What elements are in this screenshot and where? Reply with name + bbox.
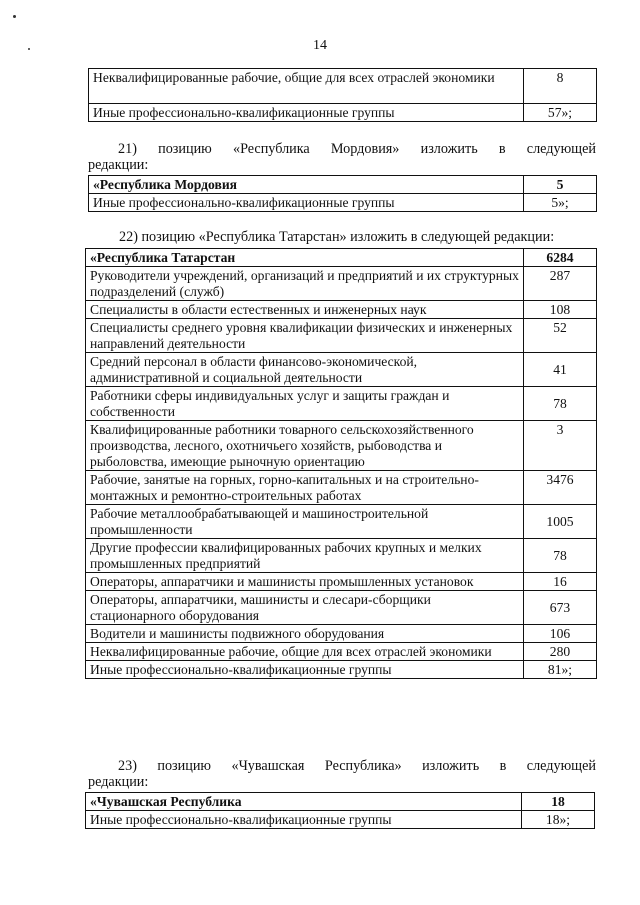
row-value: 3476	[524, 471, 597, 505]
row-value: 287	[524, 267, 597, 301]
row-label: Операторы, аппаратчики, машинисты и слесари-сборщики стационарного оборудования	[86, 591, 524, 625]
row-value: 78	[524, 539, 597, 573]
row-label: Другие профессии квалифицированных рабочих крупных и мелких промышленных предприятий	[86, 539, 524, 573]
table-row	[89, 69, 597, 104]
row-value: 41	[524, 353, 597, 387]
row-label: Неквалифицированные рабочие, общие для всех отраслей экономики	[89, 69, 524, 104]
table-top-continuation	[88, 68, 597, 122]
row-value: 5»;	[524, 194, 597, 212]
row-value: 81»;	[524, 661, 597, 679]
row-label: Операторы, аппаратчики и машинисты промышленных установок	[86, 573, 524, 591]
row-label: Иные профессионально-квалификационные группы	[86, 661, 524, 679]
row-value: 52	[524, 319, 597, 353]
table-row	[89, 194, 597, 212]
row-label: Квалифицированные работники товарного сельскохозяйственного производства, лесного, охотничьего хозяйств, рыбоводства и рыболовства, имеющие рыночную ориентацию	[86, 421, 524, 471]
row-value: 108	[524, 301, 597, 319]
item-22-line: 22) позицию «Республика Татарстан» изложить в следующей редакции:	[119, 229, 555, 245]
row-label: Иные профессионально-квалификационные группы	[89, 104, 524, 122]
row-label: Рабочие, занятые на горных, горно-капитальных и на строительно-монтажных и ремонтно-строительных работах	[86, 471, 524, 505]
row-label: Руководители учреждений, организаций и предприятий и их структурных подразделений (служб)	[86, 267, 524, 301]
row-value: 3	[524, 421, 597, 471]
table-row	[86, 301, 597, 319]
table-row	[86, 625, 597, 643]
region-name: «Республика Мордовия	[89, 176, 524, 194]
region-total: 6284	[524, 249, 597, 267]
row-label: Иные профессионально-квалификационные группы	[86, 811, 522, 829]
row-label: Работники сферы индивидуальных услуг и защиты граждан и собственности	[86, 387, 524, 421]
table-row	[86, 643, 597, 661]
region-name: «Чувашская Республика	[86, 793, 522, 811]
table-row	[89, 104, 597, 122]
row-label: Неквалифицированные рабочие, общие для всех отраслей экономики	[86, 643, 524, 661]
table-mordovia	[88, 175, 597, 212]
row-value: 106	[524, 625, 597, 643]
table-row	[86, 353, 597, 387]
item-23-line-2: редакции:	[88, 774, 149, 790]
table-row	[86, 319, 597, 353]
table-row	[86, 505, 597, 539]
row-label: Рабочие металлообрабатывающей и машиностроительной промышленности	[86, 505, 524, 539]
table-row	[86, 421, 597, 471]
item-22-text	[88, 229, 596, 245]
table-header-row	[86, 793, 595, 811]
row-value: 673	[524, 591, 597, 625]
scan-speck	[13, 15, 16, 18]
table-row	[86, 661, 597, 679]
row-label: Средний персонал в области финансово-экономической, административной и социальной деятельности	[86, 353, 524, 387]
row-label: Водители и машинисты подвижного оборудования	[86, 625, 524, 643]
item-21-line-2: редакции:	[88, 157, 149, 173]
table-row	[86, 591, 597, 625]
table-row	[86, 471, 597, 505]
item-23-text	[88, 758, 596, 790]
item-21-line: 21) позицию «Республика Мордовия» изложить в следующей	[118, 141, 596, 157]
row-value: 16	[524, 573, 597, 591]
row-label: Специалисты в области естественных и инженерных наук	[86, 301, 524, 319]
table-row	[86, 539, 597, 573]
row-label: Специалисты среднего уровня квалификации физических и инженерных направлений деятельности	[86, 319, 524, 353]
row-value: 280	[524, 643, 597, 661]
region-total: 18	[522, 793, 595, 811]
region-name: «Республика Татарстан	[86, 249, 524, 267]
row-value: 78	[524, 387, 597, 421]
row-value: 1005	[524, 505, 597, 539]
table-row	[86, 811, 595, 829]
table-row	[86, 267, 597, 301]
table-header-row	[86, 249, 597, 267]
item-23-line: 23) позицию «Чувашская Республика» изложить в следующей	[118, 758, 596, 774]
row-value: 8	[524, 69, 597, 104]
table-header-row	[89, 176, 597, 194]
table-row	[86, 573, 597, 591]
table-tatarstan	[85, 248, 597, 679]
item-21-text	[88, 141, 596, 173]
table-row	[86, 387, 597, 421]
row-label: Иные профессионально-квалификационные группы	[89, 194, 524, 212]
row-value: 18»;	[522, 811, 595, 829]
page-number: 14	[313, 38, 327, 53]
row-value: 57»;	[524, 104, 597, 122]
region-total: 5	[524, 176, 597, 194]
table-chuvash	[85, 792, 595, 829]
